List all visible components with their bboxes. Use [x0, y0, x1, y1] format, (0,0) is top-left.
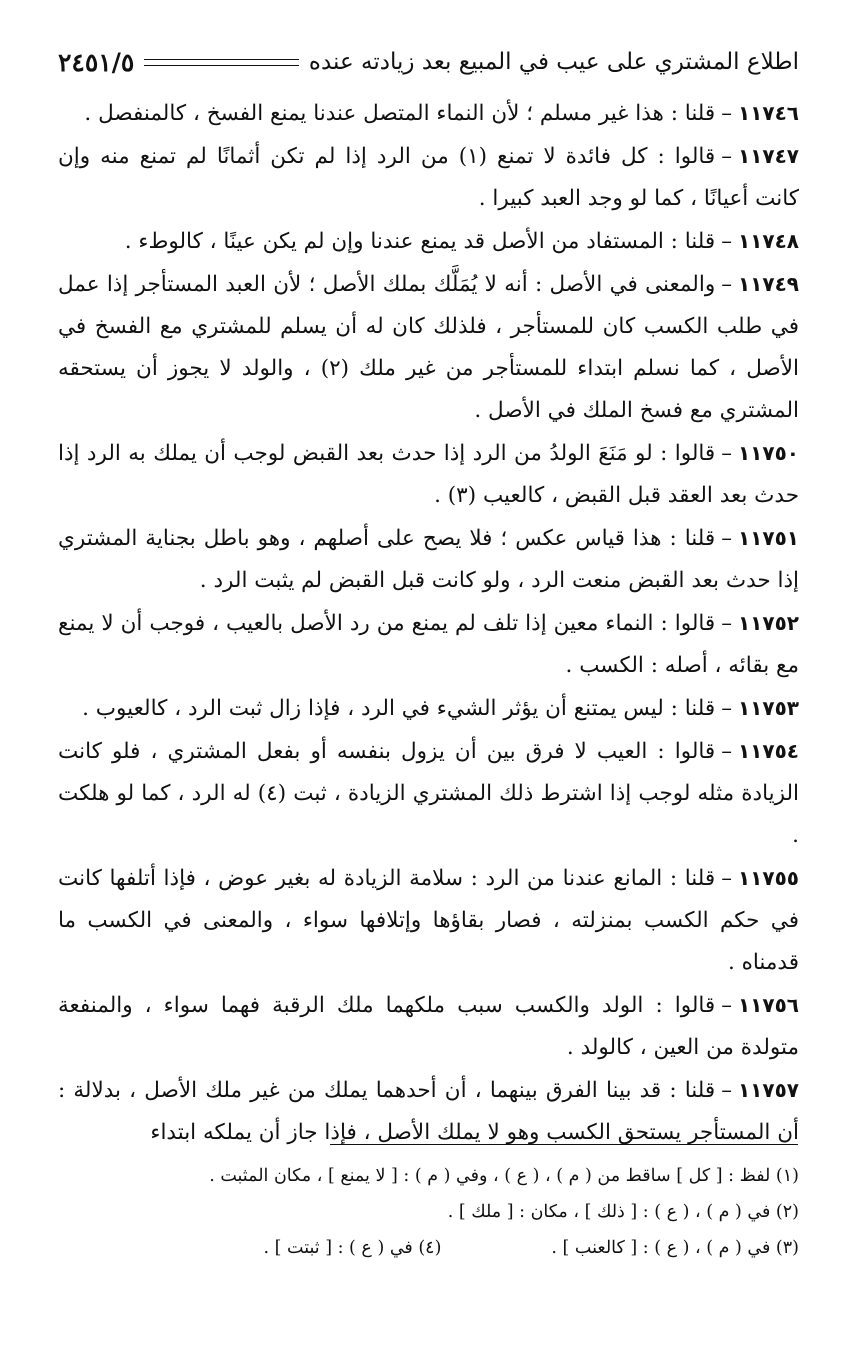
paragraph-text: قالوا : الولد والكسب سبب ملكهما ملك الرقبة فهما سواء ، والمنفعة متولدة من العين ، كالولد . [58, 993, 799, 1060]
footnotes [58, 1158, 799, 1266]
paragraph-text: قالوا : لو مَنَعَ الولدُ من الرد إذا حدث بعد القبض لوجب أن يملك به الرد إذا حدث بعد العقد قبل القبض ، كالعيب (٣) . [58, 441, 799, 508]
paragraph-number: ١١٧٤٦ [737, 101, 799, 125]
footnote-3: (٣) في ( م ) ، ( ع ) : [ كالعنب ] . [551, 1238, 799, 1258]
paragraph-11746: ١١٧٤٦–قلنا : هذا غير مسلم ؛ لأن النماء المتصل عندنا يمنع الفسخ ، كالمنفصل . [84, 101, 799, 126]
paragraph-11757: ١١٧٥٧–قلنا : قد بينا الفرق بينهما ، أن أحدهما يملك من غير ملك الأصل ، بدلالة : أن المستأجر يستحق الكسب وهو لا يملك الأصل ، فإذا جاز أن يملكه ابتداء [58, 1078, 799, 1145]
running-header [58, 40, 799, 84]
paragraph-text: قلنا : قد بينا الفرق بينهما ، أن أحدهما يملك من غير ملك الأصل ، بدلالة : أن المستأجر يستحق الكسب وهو لا يملك الأصل ، فإذا جاز أن يملكه ابتداء [58, 1078, 799, 1145]
paragraph-11753: ١١٧٥٣–قلنا : ليس يمتنع أن يؤثر الشيء في الرد ، فإذا زال ثبت الرد ، كالعيوب . [82, 696, 799, 721]
footnote-4: (٤) في ( ع ) : [ ثبتت ] . [263, 1238, 442, 1258]
footnote-1: (١) لفظ : [ كل ] ساقط من ( م ) ، ( ع ) ، وفي ( م ) : [ لا يمنع ] ، مكان المثبت . [209, 1166, 799, 1186]
paragraph-text: قالوا : كل فائدة لا تمنع (١) من الرد إذا لم تكن أثمانًا لم تمنع منه وإن كانت أعيانًا ، كما لو وجد العبد كبيرا . [58, 144, 799, 211]
paragraph-number: ١١٧٥٢ [737, 611, 799, 635]
paragraph-11751: ١١٧٥١–قلنا : هذا قياس عكس ؛ فلا يصح على أصلهم ، وهو باطل بجناية المشتري إذا حدث بعد القبض منعت الرد ، ولو كانت قبل القبض لم يثبت الرد . [58, 526, 799, 593]
paragraph-text: قالوا : العيب لا فرق بين أن يزول بنفسه أو بفعل المشتري ، فلو كانت الزيادة مثله لوجب إذا اشترط ذلك المشتري الزيادة ، ثبت (٤) له الرد ، كما لو هلكت . [58, 739, 799, 848]
paragraph-text: قلنا : المستفاد من الأصل قد يمنع عندنا وإن لم يكن عينًا ، كالوطء . [124, 229, 716, 254]
paragraph-11748: ١١٧٤٨–قلنا : المستفاد من الأصل قد يمنع عندنا وإن لم يكن عينًا ، كالوطء . [124, 229, 799, 254]
paragraph-11755: ١١٧٥٥–قلنا : المانع عندنا من الرد : سلامة الزيادة له بغير عوض ، فإذا أتلفها كانت في حكم الكسب بمنزلته ، فصار بقاؤها وإتلافها سواء ، والمعنى في الكسب ما قدمناه . [58, 866, 799, 975]
paragraph-11756: ١١٧٥٦–قالوا : الولد والكسب سبب ملكهما ملك الرقبة فهما سواء ، والمنفعة متولدة من العين ، كالولد . [58, 993, 799, 1060]
paragraph-text: قلنا : هذا قياس عكس ؛ فلا يصح على أصلهم ، وهو باطل بجناية المشتري إذا حدث بعد القبض منعت الرد ، ولو كانت قبل القبض لم يثبت الرد . [58, 526, 799, 593]
footnote-2: (٢) في ( م ) ، ( ع ) : [ ذلك ] ، مكان : [ ملك ] . [447, 1202, 799, 1222]
paragraph-text: قلنا : هذا غير مسلم ؛ لأن النماء المتصل عندنا يمنع الفسخ ، كالمنفصل . [84, 101, 716, 126]
paragraph-number: ١١٧٤٩ [737, 272, 799, 296]
paragraph-number: ١١٧٤٨ [737, 229, 799, 253]
paragraph-11750: ١١٧٥٠–قالوا : لو مَنَعَ الولدُ من الرد إذا حدث بعد القبض لوجب أن يملك به الرد إذا حدث بعد العقد قبل القبض ، كالعيب (٣) . [58, 441, 799, 508]
page-reference: ٢٤٥١/٥ [58, 47, 135, 77]
paragraph-number: ١١٧٥٣ [737, 696, 799, 720]
paragraph-number: ١١٧٥٧ [737, 1078, 799, 1102]
header-title: اطلاع المشتري على عيب في المبيع بعد زيادته عنده [308, 49, 799, 75]
header-double-rule [144, 59, 299, 66]
paragraph-number: ١١٧٥٤ [737, 739, 799, 763]
footnote-separator [330, 1144, 798, 1145]
paragraph-11749: ١١٧٤٩–والمعنى في الأصل : أنه لا يُمَلَّك بملك الأصل ؛ لأن العبد المستأجر إذا عمل في طلب الكسب كان للمستأجر ، فلذلك كان له أن يسلم للمشتري مع الفسخ في الأصل ، كما نسلم ابتداء للمستأجر من غير ملك (٢) ، والولد لا يجوز أن يستحقه المشتري مع فسخ الملك في الأصل . [58, 272, 799, 423]
paragraph-11754: ١١٧٥٤–قالوا : العيب لا فرق بين أن يزول بنفسه أو بفعل المشتري ، فلو كانت الزيادة مثله لوجب إذا اشترط ذلك المشتري الزيادة ، ثبت (٤) له الرد ، كما لو هلكت . [58, 739, 799, 848]
main-text [58, 92, 799, 1154]
footnote-row [58, 1230, 799, 1266]
paragraph-number: ١١٧٤٧ [737, 144, 799, 168]
paragraph-number: ١١٧٥٥ [737, 866, 799, 890]
paragraph-number: ١١٧٥٠ [737, 441, 799, 465]
paragraph-text: قلنا : المانع عندنا من الرد : سلامة الزيادة له بغير عوض ، فإذا أتلفها كانت في حكم الكسب بمنزلته ، فصار بقاؤها وإتلافها سواء ، والمعنى في الكسب ما قدمناه . [58, 866, 799, 975]
paragraph-11752: ١١٧٥٢–قالوا : النماء معين إذا تلف لم يمنع من رد الأصل بالعيب ، فوجب أن لا يمنع مع بقائه ، أصله : الكسب . [58, 611, 799, 678]
paragraph-text: قلنا : ليس يمتنع أن يؤثر الشيء في الرد ، فإذا زال ثبت الرد ، كالعيوب . [82, 696, 716, 721]
paragraph-text: قالوا : النماء معين إذا تلف لم يمنع من رد الأصل بالعيب ، فوجب أن لا يمنع مع بقائه ، أصله : الكسب . [58, 611, 799, 678]
paragraph-text: والمعنى في الأصل : أنه لا يُمَلَّك بملك الأصل ؛ لأن العبد المستأجر إذا عمل في طلب الكسب كان للمستأجر ، فلذلك كان له أن يسلم للمشتري مع الفسخ في الأصل ، كما نسلم ابتداء للمستأجر من غير ملك (٢) ، والولد لا يجوز أن يستحقه المشتري مع فسخ الملك في الأصل . [58, 272, 799, 423]
paragraph-11747: ١١٧٤٧–قالوا : كل فائدة لا تمنع (١) من الرد إذا لم تكن أثمانًا لم تمنع منه وإن كانت أعيانًا ، كما لو وجد العبد كبيرا . [58, 144, 799, 211]
paragraph-number: ١١٧٥١ [737, 526, 799, 550]
paragraph-number: ١١٧٥٦ [737, 993, 799, 1017]
